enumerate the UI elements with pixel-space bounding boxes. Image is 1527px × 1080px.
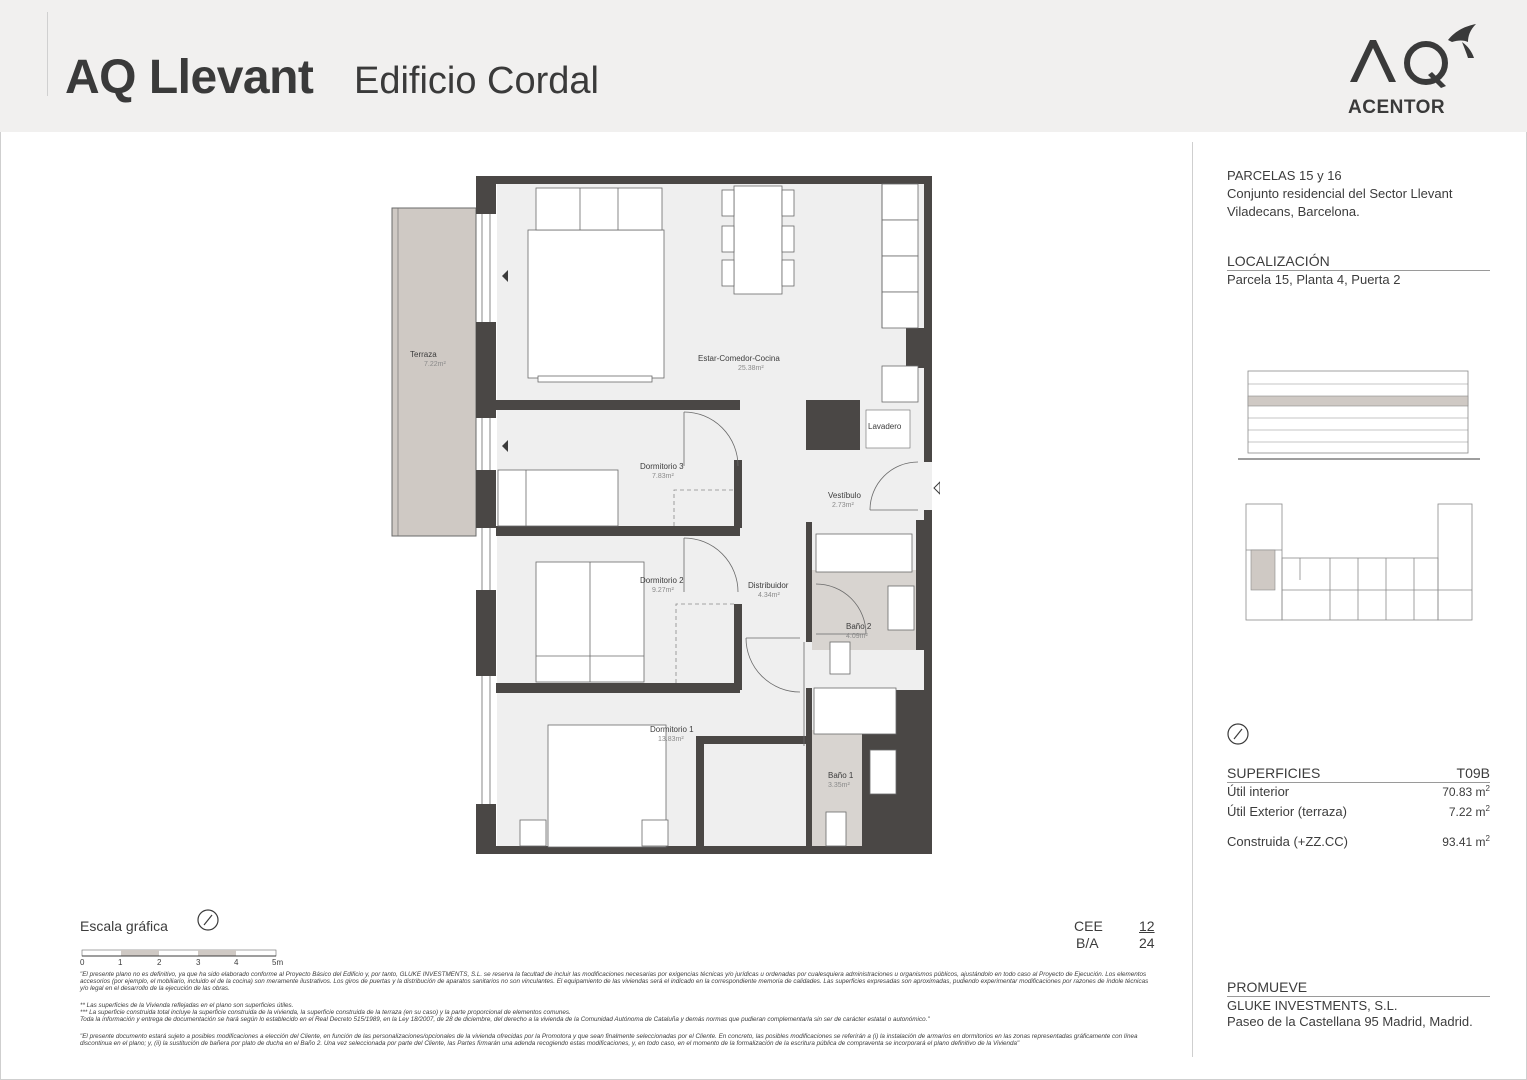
room-name: Distribuidor [748, 581, 789, 590]
room-name: Baño 1 [828, 771, 854, 780]
ba-label: B/A [1076, 935, 1099, 951]
scale-tick: 1 [118, 958, 123, 967]
floor-plan [380, 170, 940, 860]
ba-value: 24 [1139, 935, 1155, 951]
surface-row-construida [1227, 834, 1490, 849]
disclaimer-paragraph: "El presente documento estará sujeto a posibles modificaciones a elección del Cliente, en función de las personalizaciones/opcionales de la vivienda ofrecidas por la Promotora y que sean finalmente seleccionadas por el Cliente. En concreto, las posibles modificaciones se referirán a (i) la instalación de armarios en dormitorios en las zonas representadas gráficamente con línea discontinua en el plano; y, (ii) la sustitución de bañera por plato de ducha en el Baño 2. Una vez seleccionada por parte del Cliente, las Partes firmarán una adenda recogiendo estas modificaciones, y, en todo caso, en el momento de la formalización de la escritura pública de compraventa se incorporará el plano definitivo de la Vivienda" [80, 1033, 1138, 1048]
promueve-heading: PROMUEVE [1227, 979, 1490, 997]
building-section-keyplan [1238, 368, 1482, 464]
room-name: Terraza [410, 350, 437, 359]
parcelas-description: Conjunto residencial del Sector Llevant [1227, 186, 1453, 201]
localizacion-value: Parcela 15, Planta 4, Puerta 2 [1227, 272, 1401, 287]
room-name: Vestíbulo [828, 491, 861, 500]
scale-label: Escala gráfica [80, 918, 168, 934]
north-compass-icon [1226, 722, 1252, 748]
scale-tick: 2 [157, 958, 162, 967]
surface-label: Útil interior [1227, 784, 1290, 799]
surface-value: 7.22 $m^2$ [1448, 804, 1490, 819]
room-name: Lavadero [868, 422, 902, 431]
promoter-name: GLUKE INVESTMENTS, S.L. [1227, 998, 1398, 1013]
room-name: Dormitorio 2 [640, 576, 684, 585]
disclaimer-paragraph: ** Las superficies de la Vivienda reflejadas en el plano son superficies útiles. [80, 1002, 294, 1009]
disclaimer-paragraph: *** La superficie construida total incluye la superficie construida de la vivienda, la superficie construida de la terraza (en su caso) y la parte proporcional de elementos comunes. [80, 1009, 571, 1016]
floor-keyplan [1240, 500, 1476, 624]
surface-value: 93.41 $m^2$ [1442, 834, 1490, 849]
room-area: 2.73m² [832, 502, 854, 509]
room-area: 7.22m² [424, 361, 446, 368]
cee-label: CEE [1074, 918, 1103, 934]
room-area: 25.38m² [738, 365, 764, 372]
sidebar-divider [1192, 142, 1193, 1057]
scale-bar [80, 946, 280, 960]
scale-tick: 5m [272, 958, 284, 967]
room-area: 4.09m² [846, 633, 868, 640]
building-subtitle: Edificio Cordal [354, 60, 599, 102]
scale-tick: 0 [80, 958, 85, 967]
surface-value: 70.83 $m^2$ [1442, 784, 1490, 799]
localizacion-heading: LOCALIZACIÓN [1227, 253, 1490, 271]
scale-tick: 4 [234, 958, 239, 967]
header-band [0, 0, 1527, 132]
cee-value: 12 [1139, 918, 1155, 934]
room-name: Dormitorio 3 [640, 462, 684, 471]
room-name: Baño 2 [846, 622, 872, 631]
surface-row-interior [1227, 784, 1490, 799]
room-name: Estar-Comedor-Cocina [698, 354, 780, 363]
promoter-address: Paseo de la Castellana 95 Madrid, Madrid. [1227, 1014, 1473, 1029]
header-divider [47, 12, 48, 96]
room-area: 7.83m² [652, 473, 674, 480]
room-area: 13.83m² [658, 736, 684, 743]
room-area: 4.34m² [758, 592, 780, 599]
surface-label: Útil Exterior (terraza) [1227, 804, 1347, 819]
terrace-area [392, 208, 476, 536]
surface-label: Construida (+ZZ.CC) [1227, 834, 1348, 849]
disclaimer-paragraph: "El presente plano no es definitivo, ya que ha sido elaborado conforme al Proyecto Básico del Edificio y, por tanto, GLUKE INVESTMENTS, S.L. se reserva la facultad de incluir las modificaciones necesarias por exigencias técnicas y/o jurídicas u ordenadas por cualesquiera administraciones u organismos públicos, ajustándolo en todo caso al Proyecto de Ejecución. Los elementos accesorios (por ejemplo, el mobiliario, incluido el de la cocina) son meramente ilustrativos. Los giros de puertas y la distribución de aparatos sanitarios no son vinculantes. El equipamiento de las viviendas será el indicado en la correspondiente memoria de calidades. Las superficies expresadas son aproximadas, pudiendo experimentar modificaciones por razones de índole técnicas y/o legal en el desarrollo de la ejecución de las obras. [80, 971, 1149, 993]
scale-tick: 3 [196, 958, 201, 967]
room-area: 9.27m² [652, 587, 674, 594]
superficies-label: SUPERFICIES [1227, 765, 1321, 781]
superficies-heading [1227, 765, 1490, 783]
project-title: AQ Llevant [65, 51, 314, 104]
scale-compass-icon [196, 908, 222, 934]
surface-row-terraza [1227, 804, 1490, 819]
room-name: Dormitorio 1 [650, 725, 694, 734]
tipologia-code: T09B [1456, 765, 1490, 781]
parcelas-location: Viladecans, Barcelona. [1227, 204, 1360, 219]
disclaimer-paragraph: Toda la información y entrega de documentación se hará según lo establecido en el Real Decreto 515/1989, en la Ley 18/2007, de 28 de diciembre, del derecho a la vivienda de la Comunidad Autónoma de Cataluña y demás normas que pudieran complementarla sin ser de carácter estatal o autonómico." [80, 1016, 930, 1023]
parcelas-title: PARCELAS 15 y 16 [1227, 168, 1342, 183]
room-area: 3.35m² [828, 782, 850, 789]
promoter-block [1227, 998, 1473, 1030]
logo-wordmark: ACENTOR [1348, 97, 1446, 118]
parcelas-block [1227, 167, 1452, 221]
